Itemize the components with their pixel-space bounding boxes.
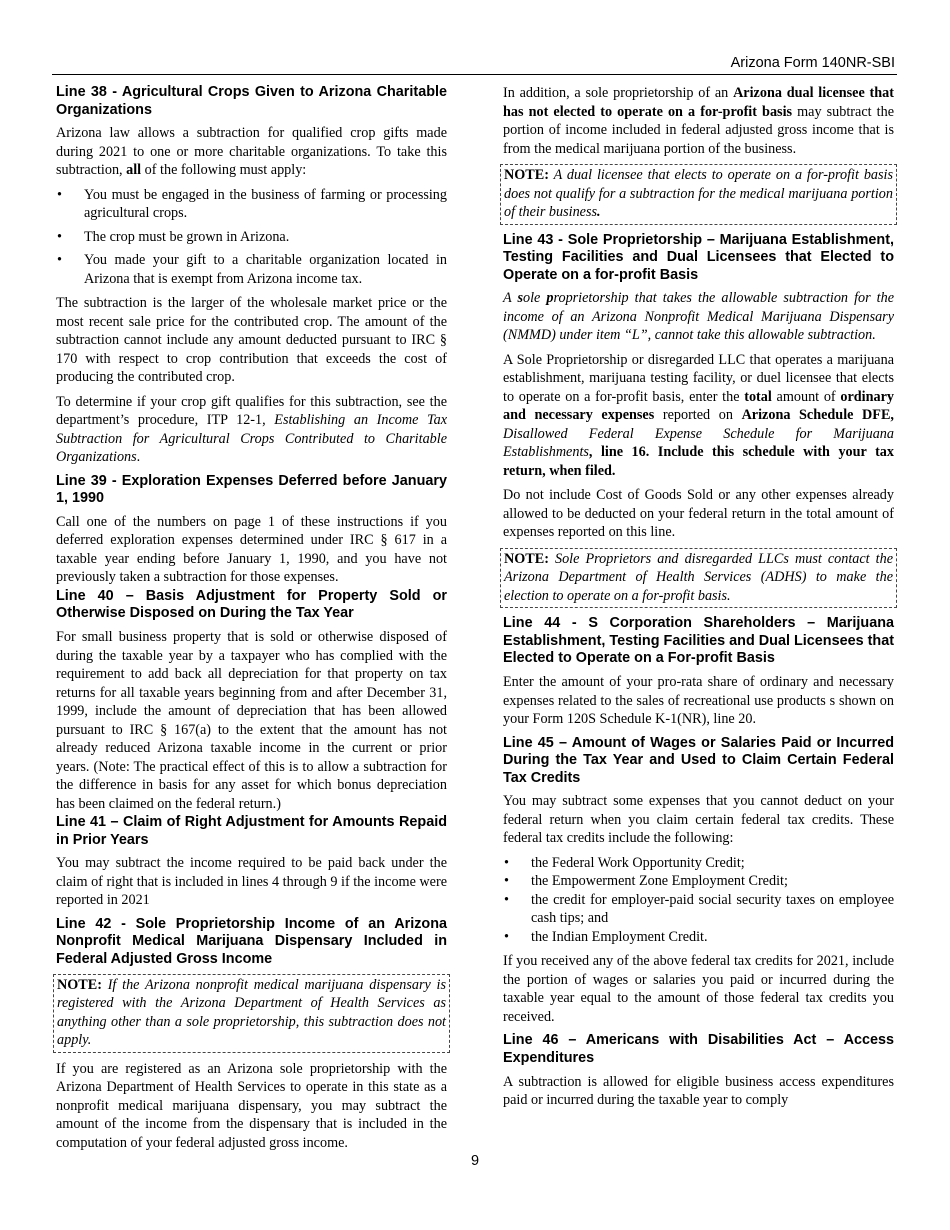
line-45-credit-list	[503, 854, 894, 947]
line-43-paragraph-2: A Sole Proprietorship or disregarded LLC that operates a marijuana establishment, marijuana testing facility, or duel licensee that elects to operate on a for-profit basis, enter the total amount of ordinary and necessary expenses reported on Arizona Schedule DFE, Disallowed Federal Expense Schedule for Marijuana Establishments, line 16. Include this schedule with your tax return, when filed.	[503, 351, 894, 479]
line-39-heading: Line 39 - Exploration Expenses Deferred before January 1, 1990	[56, 472, 447, 507]
line-42-continued-paragraph: In addition, a sole proprietorship of an Arizona dual licensee that has not elected to operate on a for-profit basis may subtract the portion of income included in federal adjusted gross income that is from the medical marijuana portion of the business.	[503, 85, 894, 157]
line-40-paragraph: For small business property that is sold or otherwise disposed of during the taxable year by a taxpayer who has complied with the requirement to add back all depreciation for that property on tax returns for all taxable years beginning from and after December 31, 1999, include the amount of depreciation that has been allowed pursuant to IRC § 167(a) to the extent that the amount has not already reduced Arizona taxable income in the current or prior years. (Note: The practical effect of this is to allow a subtraction for the difference in basis for any asset for which bonus depreciation has been claimed on the federal return.)	[56, 629, 447, 812]
line-42-note: NOTE: If the Arizona nonprofit medical marijuana dispensary is registered with the Arizona Department of Health Services as anything other than a sole proprietorship, this subtraction does not apply.	[53, 974, 450, 1053]
line-38-requirements	[56, 186, 447, 289]
line-41-heading: Line 41 – Claim of Right Adjustment for Amounts Repaid in Prior Years	[56, 814, 447, 848]
line-45-paragraph-1: You may subtract some expenses that you cannot deduct on your federal return when you claim certain federal tax credits. These federal tax credits include the following:	[503, 793, 894, 847]
line-43-paragraph-3: Do not include Cost of Goods Sold or any other expenses already allowed to be deducted on your federal return in the total amount of expenses reported on this line.	[503, 487, 894, 541]
line-38-intro: Arizona law allows a subtraction for qualified crop gifts made during 2021 to one or more charitable organizations. To take this subtraction, all of the following must apply:	[56, 125, 447, 179]
line-43-heading: Line 43 - Sole Proprietorship – Marijuana Establishment, Testing Facilities and Dual Licensees that Elected to Operate on a for-profit Basis	[503, 231, 894, 283]
list-item: • the credit for employer-paid social security taxes on employee cash tips; and	[504, 891, 894, 927]
line-42-paragraph: If you are registered as an Arizona sole proprietorship with the Arizona Department of Health Services to operate in this state as a nonprofit medical marijuana dispensary, you may subtract the amount of the income from the dispensary that is included in the computation of your federal adjusted gross income.	[56, 1060, 447, 1151]
line-39-paragraph: Call one of the numbers on page 1 of these instructions if you deferred exploration expenses determined under IRC § 617 in a taxable year ending before January 1, 1990, and you have not previously taken a subtraction for those expenses.	[56, 513, 447, 586]
line-38-paragraph-2: The subtraction is the larger of the wholesale market price or the most recent sale price for the contributed crop. The amount of the subtraction cannot include any amount deducted pursuant to IRC § 170 with respect to crop contribution that exceeds the cost of producing the contributed crop.	[56, 295, 447, 386]
line-38-paragraph-3: To determine if your crop gift qualifies for this subtraction, see the department’s procedure, ITP 12-1, Establishing an Income Tax Subtraction for Agricultural Crops Contributed to Charitable Organizations.	[56, 393, 447, 466]
for-profit-election-note: NOTE: Sole Proprietors and disregarded LLCs must contact the Arizona Department of Health Services (ADHS) to make the election to operate on a for-profit basis.	[500, 548, 897, 609]
line-41-paragraph: You may subtract the income required to be paid back under the claim of right that is included in lines 4 through 9 if the income were reported in 2021	[56, 855, 447, 909]
list-item: • You made your gift to a charitable organization located in Arizona that is exempt from Arizona income tax.	[57, 252, 447, 287]
list-item: • You must be engaged in the business of farming or processing agricultural crops.	[57, 186, 447, 222]
line-45-heading: Line 45 – Amount of Wages or Salaries Paid or Incurred During the Tax Year and Used to Claim Certain Federal Tax Credits	[503, 734, 894, 786]
form-title: Arizona Form 140NR-SBI	[730, 55, 895, 71]
line-40-heading: Line 40 – Basis Adjustment for Property Sold or Otherwise Disposed on During the Tax Year	[56, 587, 447, 622]
list-item: • the Empowerment Zone Employment Credit;	[504, 873, 788, 890]
line-46-paragraph: A subtraction is allowed for eligible business access expenditures paid or incurred during the taxable year to comply	[503, 1073, 894, 1109]
right-column	[503, 84, 894, 1116]
header-rule	[52, 74, 897, 75]
line-42-heading: Line 42 - Sole Proprietorship Income of an Arizona Nonprofit Medical Marijuana Dispensary Included in Federal Adjusted Gross Income	[56, 915, 447, 967]
left-column	[56, 84, 447, 1158]
line-44-heading: Line 44 - S Corporation Shareholders – Marijuana Establishment, Testing Facilities and Dual Licensees that Elected to Operate on a For-profit Basis	[503, 615, 894, 667]
line-38-heading: Line 38 - Agricultural Crops Given to Arizona Charitable Organizations	[56, 84, 447, 118]
line-45-paragraph-2: If you received any of the above federal tax credits for 2021, include the portion of wages or salaries you paid or incurred during the taxable year equal to the amount of those federal tax credits you received.	[503, 953, 894, 1025]
dual-licensee-note: NOTE: A dual licensee that elects to operate on a for-profit basis does not qualify for a subtraction for the medical marijuana portion of their business.	[500, 164, 897, 225]
line-43-italic-paragraph: A sole proprietorship that takes the allowable subtraction for the income of an Arizona Nonprofit Medical Marijuana Dispensary (NMMD) under item “L”, cannot take this allowable subtraction.	[503, 290, 894, 344]
line-46-heading: Line 46 – Americans with Disabilities Act – Access Expenditures	[503, 1032, 894, 1066]
list-item: • the Indian Employment Credit.	[504, 928, 708, 945]
list-item: • the Federal Work Opportunity Credit;	[504, 854, 745, 871]
line-44-paragraph: Enter the amount of your pro-rata share of ordinary and necessary expenses related to the sales of recreational use products s shown on your Form 120S Schedule K-1(NR), line 20.	[503, 674, 894, 728]
page-number: 9	[470, 1153, 480, 1169]
list-item: • The crop must be grown in Arizona.	[57, 228, 290, 245]
